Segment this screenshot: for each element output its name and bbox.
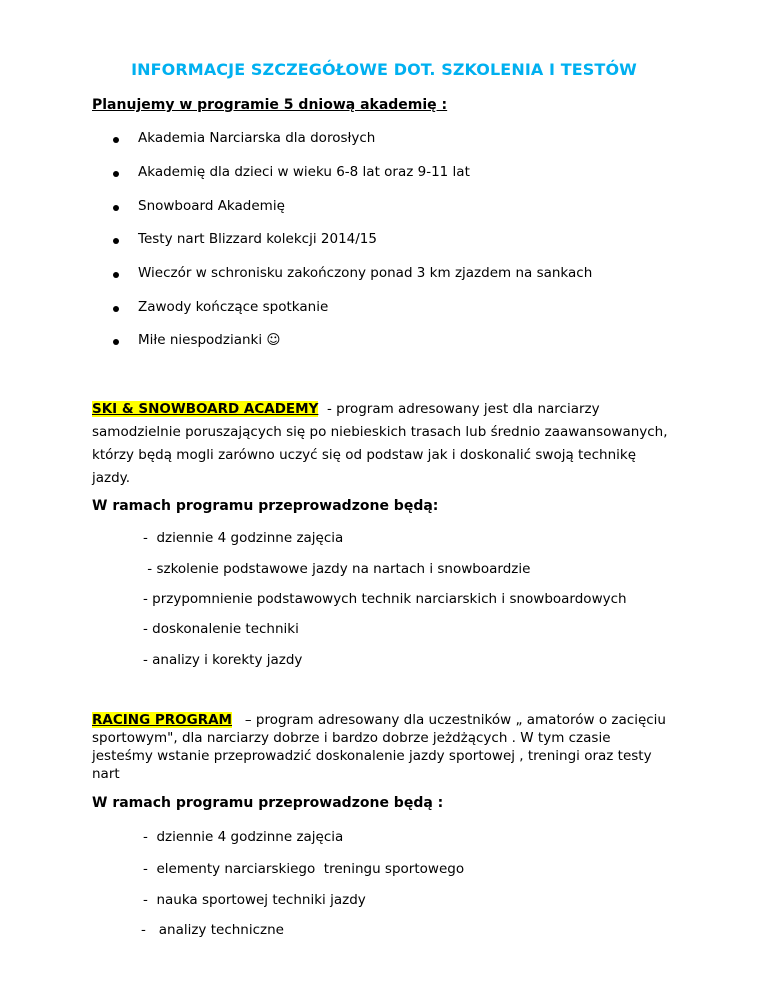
bullet-icon	[113, 137, 119, 143]
bullet-icon	[113, 171, 119, 177]
ski-academy-paragraph: SKI & SNOWBOARD ACADEMY - program adresowany jest dla narciarzy samodzielnie poruszających się po niebieskich trasach lub średnio zaawansowanych, którzy będą mogli zarówno uczyć się od podstaw jak i doskonalić swoją technikę jazdy.	[92, 401, 668, 486]
racing-program-subheading: W ramach programu przeprowadzone będą :	[92, 795, 444, 811]
list-item: - nauka sportowej techniki jazdy	[143, 892, 366, 908]
list-item: - analizy techniczne	[141, 922, 284, 938]
list-item: - analizy i korekty jazdy	[143, 652, 303, 668]
bullet-icon	[113, 306, 119, 312]
document-title: INFORMACJE SZCZEGÓŁOWE DOT. SZKOLENIA I TESTÓW	[131, 60, 637, 79]
list-item: - dziennie 4 godzinne zajęcia	[143, 530, 344, 546]
bullet-icon	[113, 339, 119, 345]
ski-academy-label: SKI & SNOWBOARD ACADEMY	[92, 401, 319, 417]
list-item: - doskonalenie techniki	[143, 621, 299, 637]
bullet-icon	[113, 238, 119, 244]
intro-heading: Planujemy w programie 5 dniową akademię :	[92, 97, 448, 113]
list-item: - dziennie 4 godzinne zajęcia	[143, 829, 344, 845]
ski-academy-subheading: W ramach programu przeprowadzone będą:	[92, 498, 439, 514]
bullet-icon	[113, 272, 119, 278]
racing-program-paragraph: RACING PROGRAM – program adresowany dla uczestników „ amatorów o zacięciu sportowym", dla narciarzy dobrze i bardzo dobrze jeżdżących . W tym czasie jesteśmy wstanie przeprowadzić doskonalenie jazdy sportowej , treningi oraz testy nart	[92, 712, 666, 782]
bullet-icon	[113, 205, 119, 211]
list-item: - elementy narciarskiego treningu sportowego	[143, 861, 465, 877]
list-item: - przypomnienie podstawowych technik narciarskich i snowboardowych	[143, 591, 627, 607]
document-page: INFORMACJE SZCZEGÓŁOWE DOT. SZKOLENIA I TESTÓW Planujemy w programie 5 dniową akademię : Akademia Narciarska dla dorosłych Akademię dla dzieci w wieku 6-8 lat oraz 9-11 lat Snowboard Akademię Testy nart Blizzard kolekcji 2014/15 Wieczór w schronisku zakończony ponad 3 km zjazdem na sankach Zawody kończące spotkanie Miłe niespodzianki ☺ SKI & SNOWBOARD ACADEMY - program adresowany jest dla narciarzy samodzielnie poruszających się po niebieskich trasach lub średnio zaawansowanych, którzy będą mogli zarówno uczyć się od podstaw jak i doskonalić swoją technikę jazdy. W ramach programu przeprowadzone będą: - dziennie 4 godzinne zajęcia - szkolenie podstawowe jazdy na nartach i snowboardzie - przypomnienie podstawowych technik narciarskich i snowboardowych - doskonalenie techniki - analizy i korekty jazdy RACING PROGRAM – program adresowany dla uczestników „ amatorów o zacięciu sportowym", dla narciarzy dobrze i bardzo dobrze jeżdżących . W tym czasie jesteśmy wstanie przeprowadzić doskonalenie jazdy sportowej , treningi oraz testy nart W ramach programu przeprowadzone będą : - dziennie 4 godzinne zajęcia - elementy narciarskiego treningu sportowego - nauka sportowej techniki jazdy - analizy techniczne	[0, 0, 768, 994]
racing-program-label: RACING PROGRAM	[92, 712, 232, 728]
list-item: - szkolenie podstawowe jazdy na nartach i snowboardzie	[143, 561, 531, 577]
